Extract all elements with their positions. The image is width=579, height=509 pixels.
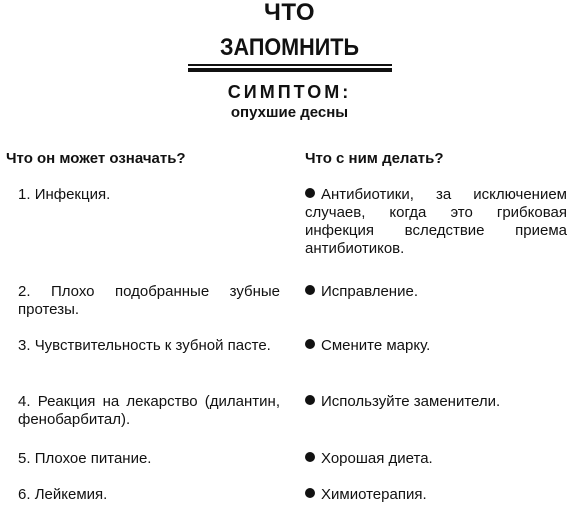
action-item: [305, 450, 567, 468]
bullet-icon: [305, 395, 315, 405]
bullet-icon: [305, 452, 315, 462]
action-item: [305, 186, 567, 258]
bullet-icon: [305, 188, 315, 198]
cause-number: 2.: [18, 283, 31, 300]
title-divider-thick: [188, 68, 392, 72]
title-divider-thin: [188, 64, 392, 66]
cause-item: [18, 450, 283, 468]
action-item: [305, 393, 567, 411]
cause-number: 4.: [18, 393, 31, 410]
page-title: ЗАПОМНИТЬ: [219, 34, 359, 61]
symptom-label: СИМПТОМ:: [227, 82, 352, 102]
action-text: Смените марку.: [321, 337, 431, 354]
action-text: Хорошая диета.: [321, 450, 433, 467]
cause-item: [18, 393, 280, 429]
bullet-icon: [305, 488, 315, 498]
symptom-value: опухшие десны: [230, 104, 349, 121]
cause-number: 1.: [18, 186, 31, 203]
action-text: Антибиотики, за исключением случаев, когда это грибковая инфекция вследствие приема антибиотиков.: [305, 186, 567, 257]
cause-item: [18, 186, 283, 204]
bullet-icon: [305, 285, 315, 295]
cause-item: [18, 337, 286, 355]
cause-text: Лейкемия.: [34, 486, 108, 503]
cause-number: 3.: [18, 337, 31, 354]
cause-item: [18, 486, 283, 504]
cause-text: Чувствительность к зубной пасте.: [34, 337, 271, 354]
actions-column-heading: Что с ним делать?: [305, 150, 444, 167]
action-item: [305, 486, 567, 504]
action-text: Используйте заменители.: [321, 393, 501, 410]
cause-item: [18, 283, 280, 319]
cause-text: Инфекция.: [34, 186, 111, 203]
action-text: Химиотерапия.: [321, 486, 427, 503]
action-text: Исправление.: [321, 283, 418, 300]
bullet-icon: [305, 339, 315, 349]
cause-text: Реакция на лекарство (дилантин, фенобарбитал).: [18, 393, 281, 428]
cause-text: Плохо подобранные зубные протезы.: [18, 283, 280, 318]
cause-number: 5.: [18, 450, 31, 467]
cause-number: 6.: [18, 486, 31, 503]
title-line-1: ЧТО: [263, 0, 316, 26]
action-item: [305, 337, 567, 355]
action-item: [305, 283, 567, 301]
causes-column-heading: Что он может означать?: [6, 150, 186, 167]
cause-text: Плохое питание.: [34, 450, 152, 467]
